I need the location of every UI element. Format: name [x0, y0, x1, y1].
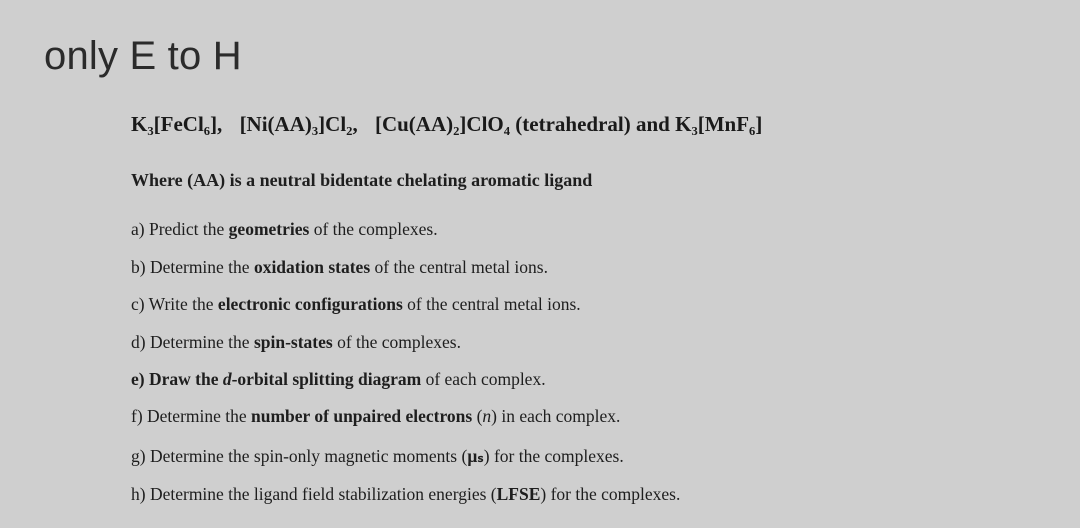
question-d-keyword: spin-states: [253, 332, 333, 352]
question-b-text: b) Determine the: [131, 257, 254, 277]
question-h-keyword: LFSE: [496, 484, 541, 504]
question-b: [131, 257, 548, 278]
caption-text: only E to H: [44, 34, 242, 78]
question-h-rest: ) for the complexes.: [540, 484, 681, 504]
question-e-keyword: -orbital splitting diagram: [231, 369, 422, 389]
question-h-text: h) Determine the ligand field stabilization energies (: [131, 484, 497, 504]
question-g-rest: ) for the complexes.: [483, 446, 624, 466]
question-a-text: a) Predict the: [131, 219, 229, 239]
question-h: [131, 484, 680, 505]
question-c-text: c) Write the: [131, 294, 218, 314]
question-c-keyword: electronic configurations: [217, 294, 403, 314]
question-e-text: e) Draw the: [131, 369, 223, 389]
question-a: [131, 219, 438, 240]
question-d: [131, 332, 461, 353]
question-f-italic: n: [482, 406, 492, 426]
complex-formulas: [131, 112, 762, 137]
question-e: [131, 369, 546, 390]
question-c-rest: of the central metal ions.: [402, 294, 581, 314]
question-a-rest: of the complexes.: [309, 219, 438, 239]
question-g-text: g) Determine the spin-only magnetic moments (: [131, 446, 468, 466]
question-g-symbol: μₛ: [467, 446, 484, 466]
ligand-note: Where (AA) is a neutral bidentate chelating aromatic ligand: [131, 170, 593, 190]
formula-cu-aa2: [Cu(AA)₂]ClO₄ (tetrahedral): [374, 112, 631, 136]
question-f-keyword: number of unpaired electrons: [251, 406, 473, 426]
question-e-italic: d: [222, 369, 232, 389]
question-b-rest: of the central metal ions.: [370, 257, 548, 277]
question-d-text: d) Determine the: [131, 332, 254, 352]
question-a-keyword: geometries: [228, 219, 310, 239]
question-g: [131, 446, 624, 467]
formula-fecl6: K₃[FeCl₆],: [131, 112, 223, 136]
question-c: [131, 294, 581, 315]
question-f-rest: ) in each complex.: [491, 406, 621, 426]
question-e-rest: of each complex.: [421, 369, 546, 389]
question-f-text: f) Determine the: [131, 406, 252, 426]
question-f: [131, 406, 620, 427]
formula-ni-aa3: [Ni(AA)₃]Cl₂,: [239, 112, 358, 136]
formula-and: and: [636, 112, 670, 136]
question-d-rest: of the complexes.: [332, 332, 461, 352]
formula-mnf6: K₃[MnF₆]: [675, 112, 763, 136]
question-f-paren: (: [472, 406, 483, 426]
question-b-keyword: oxidation states: [253, 257, 371, 277]
